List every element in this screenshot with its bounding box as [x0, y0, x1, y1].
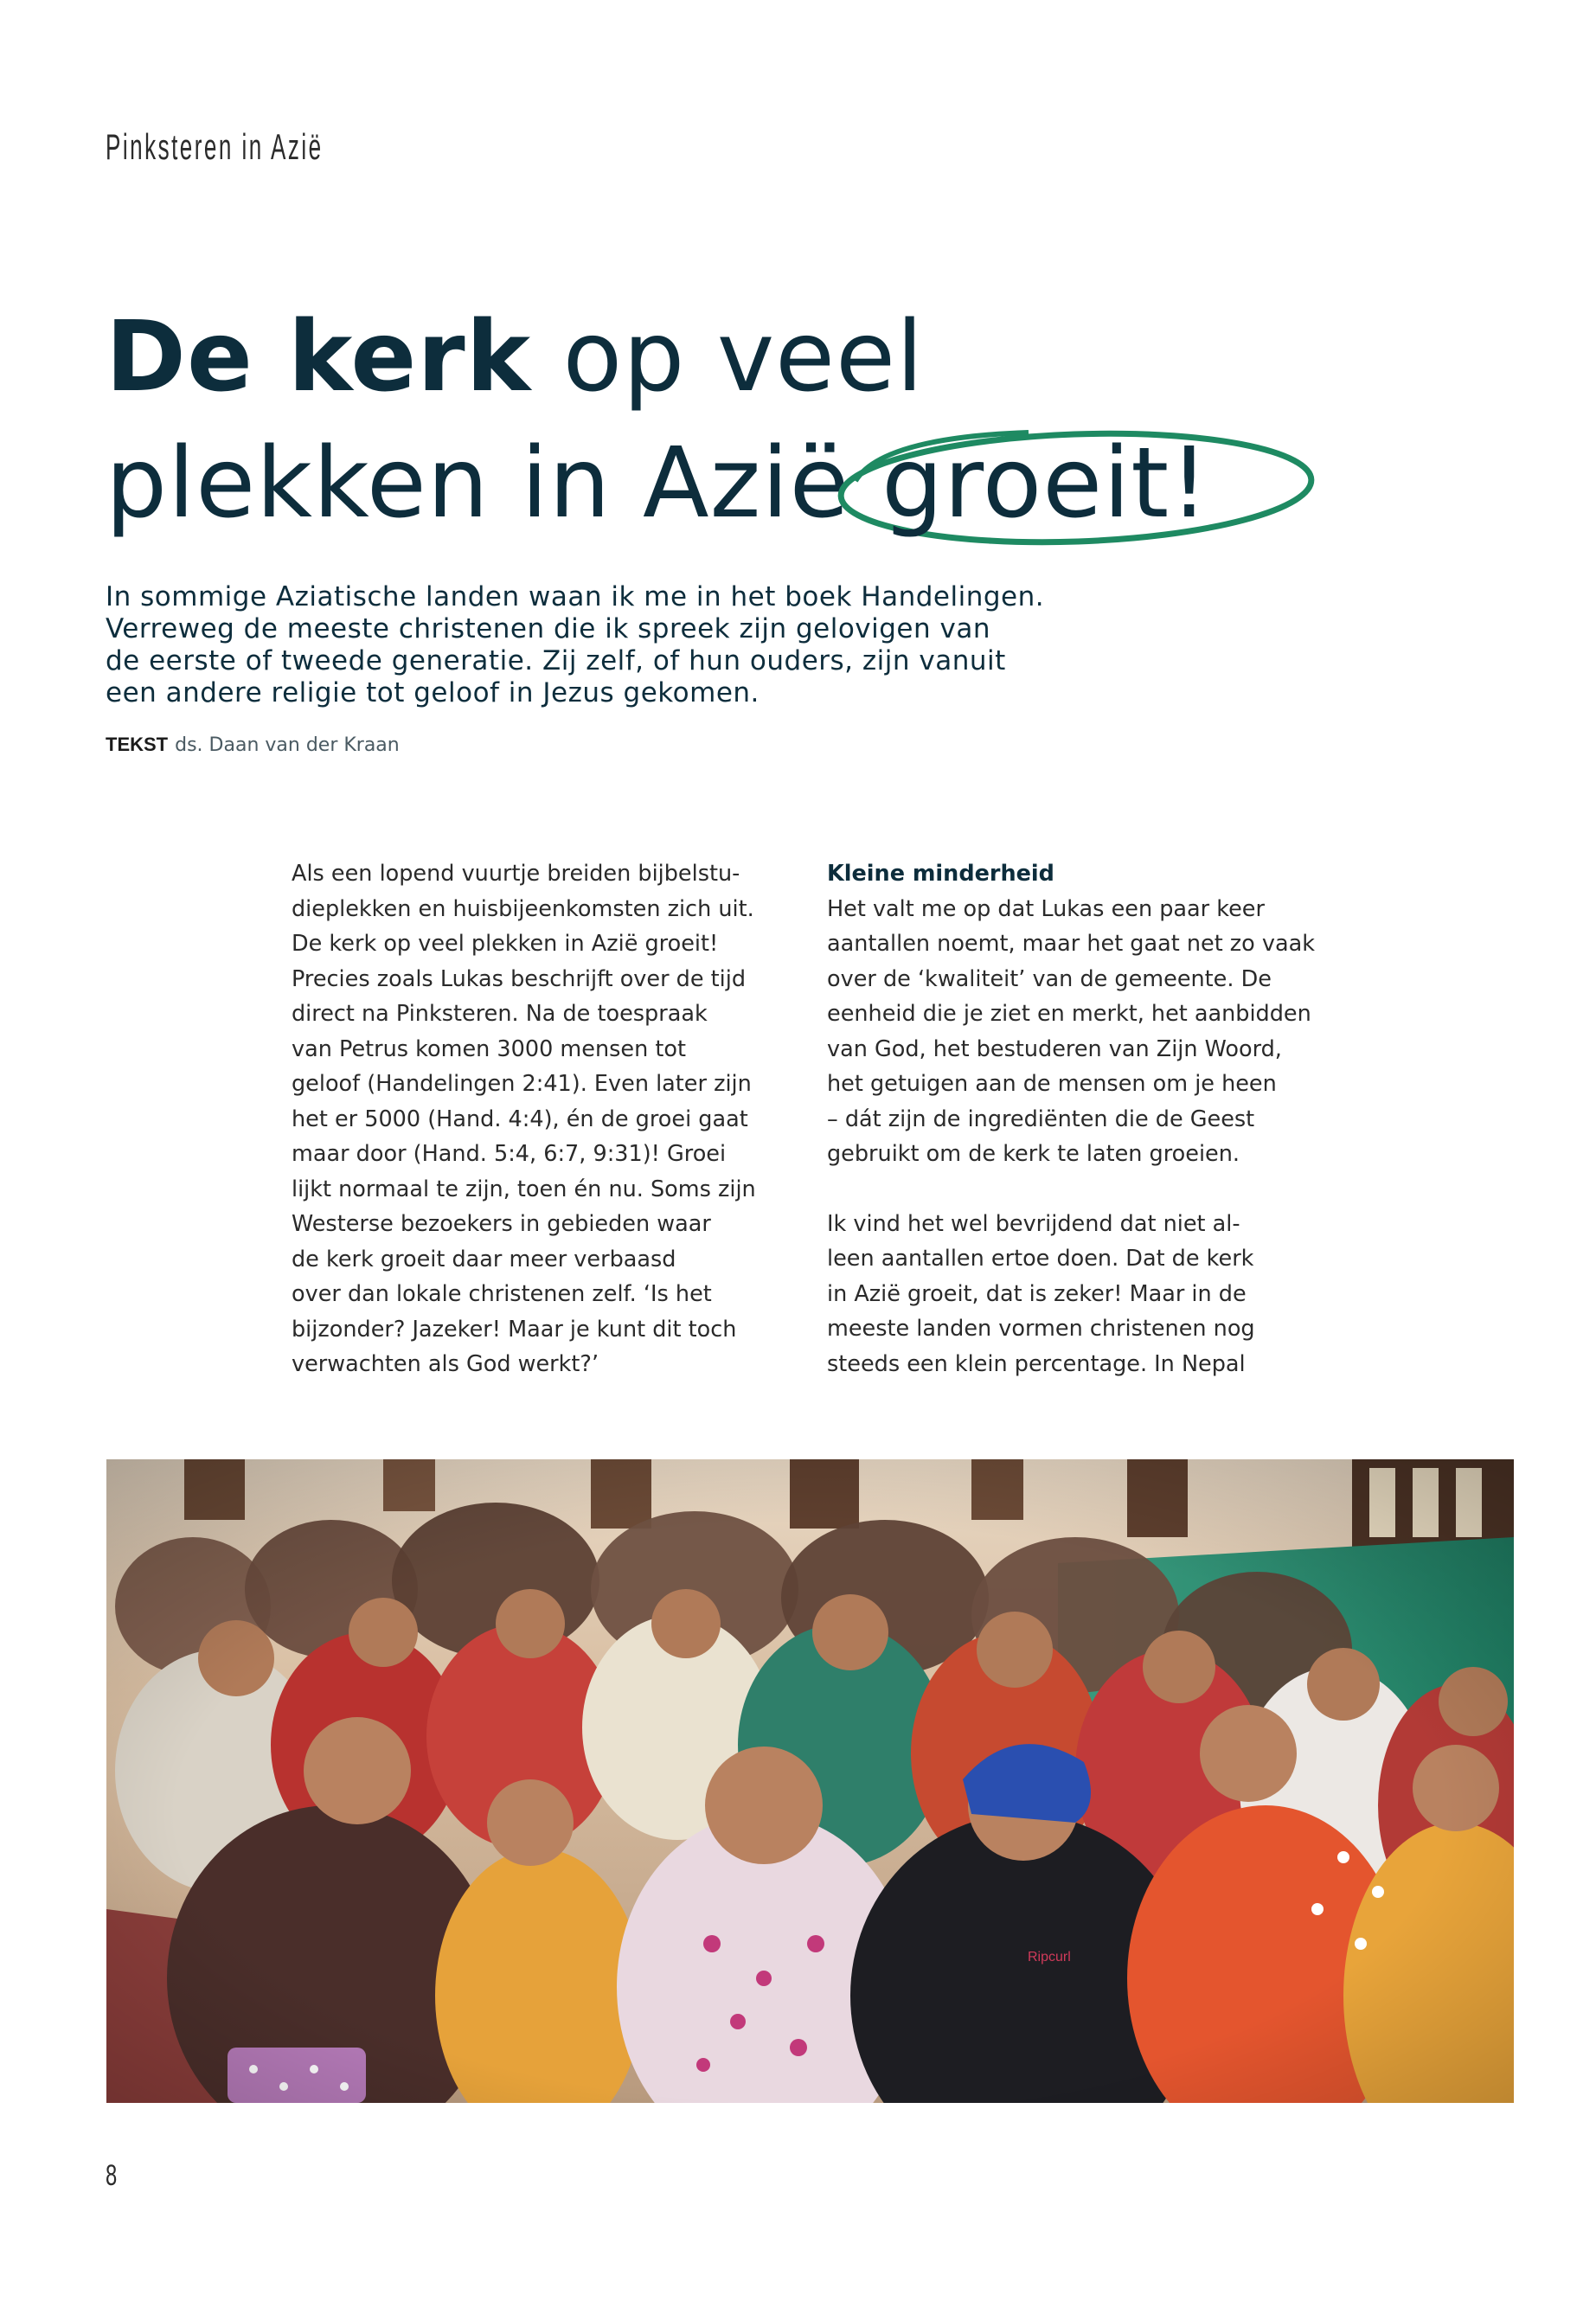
headline-circled-word-wrap — [881, 420, 1209, 547]
headline-line-2 — [106, 420, 1533, 547]
headline-rest-2: plekken in Azië — [106, 427, 882, 540]
article-column-2 — [827, 856, 1329, 1381]
body-line: – dát zijn de ingrediënten die de Geest — [827, 1106, 1255, 1132]
section-label: Pinksteren in Azië — [106, 126, 324, 167]
body-line: steeds een klein percentage. In Nepal — [827, 1350, 1246, 1377]
body-line: eenheid die je ziet en merkt, het aanbidden — [827, 1001, 1311, 1027]
byline — [106, 734, 400, 756]
body-line: aantallen noemt, maar het gaat net zo vaak — [827, 931, 1316, 957]
headline-circled-word: groeit! — [881, 427, 1210, 540]
congregation-photo-illustration — [106, 1459, 1514, 2103]
headline-line-1 — [106, 294, 1533, 420]
body-line: het er 5000 (Hand. 4:4), én de groei gaat — [292, 1106, 748, 1132]
body-line: Ik vind het wel bevrijdend dat niet al- — [827, 1210, 1240, 1237]
intro-line: In sommige Aziatische landen waan ik me in het boek Handelingen. — [106, 581, 1045, 612]
body-line: gebruikt om de kerk te laten groeien. — [827, 1141, 1240, 1167]
paragraph-gap — [827, 1172, 1329, 1207]
byline-label: TEKST — [106, 734, 169, 755]
intro-line: Verreweg de meeste christenen die ik spreek zijn gelovigen van — [106, 613, 990, 644]
body-line: over dan lokale christenen zelf. ‘Is het — [292, 1281, 712, 1307]
body-line: Precies zoals Lukas beschrijft over de tijd — [292, 965, 747, 992]
body-line: maar door (Hand. 5:4, 6:7, 9:31)! Groei — [292, 1141, 727, 1167]
headline-rest-1: op veel — [531, 301, 925, 413]
body-line: leen aantallen ertoe doen. Dat de kerk — [827, 1246, 1254, 1272]
intro-line: een andere religie tot geloof in Jezus gekomen. — [106, 677, 760, 708]
subheading: Kleine minderheid — [827, 861, 1054, 887]
article-column-1 — [292, 856, 793, 1382]
byline-author: ds. Daan van der Kraan — [175, 734, 400, 756]
headline — [106, 294, 1533, 547]
body-line: van Petrus komen 3000 mensen tot — [292, 1035, 686, 1062]
body-line: direct na Pinksteren. Na de toespraak — [292, 1001, 708, 1027]
body-line: verwachten als God werkt?’ — [292, 1351, 599, 1377]
body-line: lijkt normaal te zijn, toen én nu. Soms zijn — [292, 1176, 756, 1202]
body-line: over de ‘kwaliteit’ van de gemeente. De — [827, 965, 1272, 992]
body-line: bijzonder? Jazeker! Maar je kunt dit toch — [292, 1316, 737, 1343]
body-line: dieplekken en huisbijeenkomsten zich uit. — [292, 895, 754, 922]
body-line: De kerk op veel plekken in Azië groeit! — [292, 931, 719, 957]
body-line: in Azië groeit, dat is zeker! Maar in de — [827, 1280, 1247, 1307]
headline-bold: De kerk — [106, 301, 532, 413]
body-line: van God, het bestuderen van Zijn Woord, — [827, 1035, 1282, 1062]
intro-lead — [106, 581, 1204, 709]
intro-line: de eerste of tweede generatie. Zij zelf, of hun ouders, zijn vanuit — [106, 645, 1006, 676]
page-number: 8 — [106, 2159, 118, 2192]
body-line: de kerk groeit daar meer verbaasd — [292, 1246, 676, 1272]
body-line: Westerse bezoekers in gebieden waar — [292, 1211, 711, 1237]
body-line: Als een lopend vuurtje breiden bijbelstu- — [292, 861, 740, 887]
body-line: geloof (Handelingen 2:41). Even later zijn — [292, 1071, 752, 1097]
body-line: meeste landen vormen christenen nog — [827, 1316, 1255, 1342]
body-line: het getuigen aan de mensen om je heen — [827, 1071, 1277, 1097]
congregation-photo — [106, 1459, 1514, 2103]
body-line: Het valt me op dat Lukas een paar keer — [827, 895, 1265, 922]
